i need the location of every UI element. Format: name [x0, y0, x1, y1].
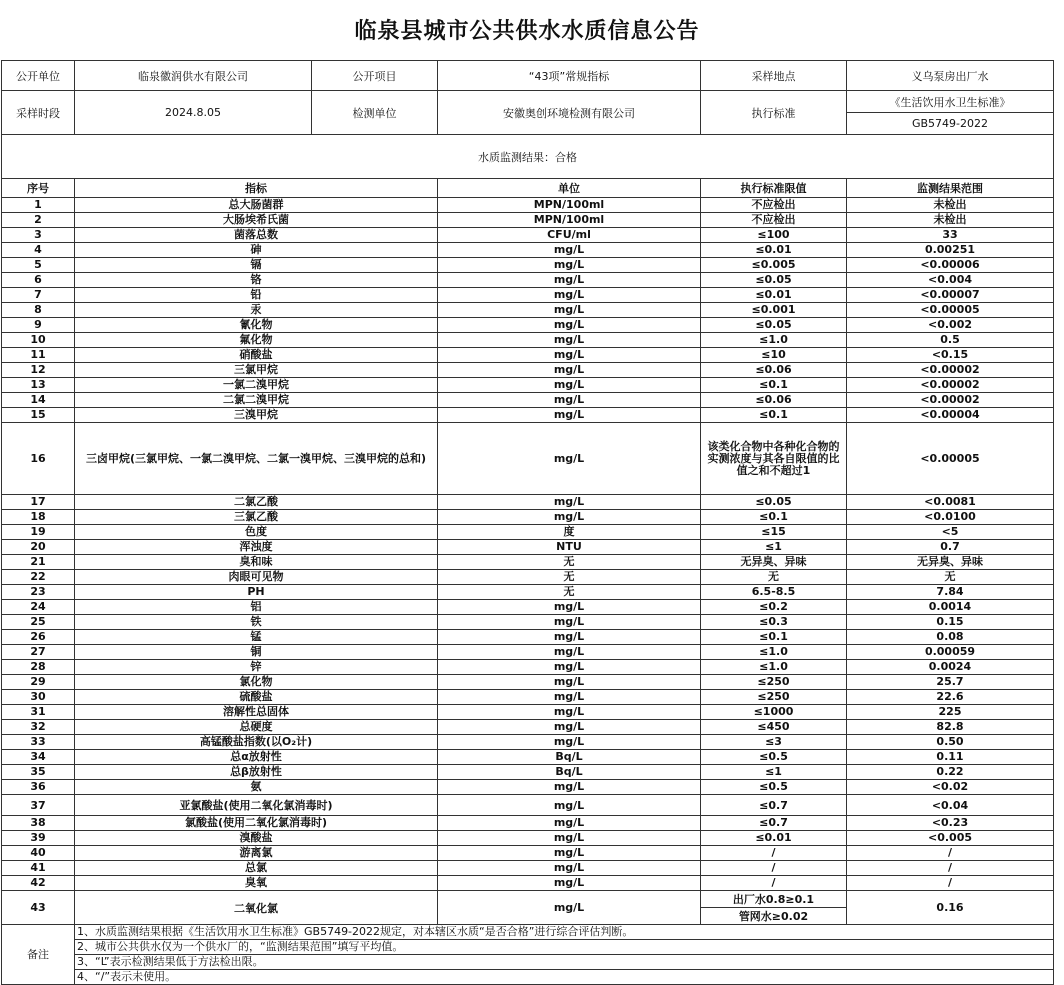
indicator-name: 臭和味: [75, 555, 438, 570]
row-number: 17: [2, 495, 75, 510]
indicator-name: 氨: [75, 780, 438, 795]
result-range: 0.00059: [847, 645, 1054, 660]
standard-limit: ≤0.06: [701, 393, 847, 408]
row-number: 12: [2, 363, 75, 378]
std-value-1: 《生活饮用水卫生标准》: [847, 91, 1054, 113]
indicator-unit: Bq/L: [438, 750, 701, 765]
row-number: 10: [2, 333, 75, 348]
result-range: /: [847, 861, 1054, 876]
standard-limit: ≤1: [701, 765, 847, 780]
site-label: 采样地点: [701, 61, 847, 91]
standard-limit: ≤0.005: [701, 258, 847, 273]
table-row: [2, 303, 1054, 318]
info-row-2: [2, 91, 1054, 113]
row-number: 18: [2, 510, 75, 525]
table-row: [2, 393, 1054, 408]
row-number: 4: [2, 243, 75, 258]
indicator-name: 锌: [75, 660, 438, 675]
table-row: [2, 555, 1054, 570]
result-range: 0.15: [847, 615, 1054, 630]
indicator-unit: mg/L: [438, 423, 701, 495]
table-row: [2, 630, 1054, 645]
standard-limit: ≤0.1: [701, 378, 847, 393]
info-row-1: [2, 61, 1054, 91]
result-range: <0.004: [847, 273, 1054, 288]
indicator-unit: mg/L: [438, 630, 701, 645]
standard-limit: 无异臭、异味: [701, 555, 847, 570]
indicator-name: 二氯二溴甲烷: [75, 393, 438, 408]
indicator-unit: mg/L: [438, 780, 701, 795]
table-row: [2, 690, 1054, 705]
standard-limit: ≤100: [701, 228, 847, 243]
indicator-name: 游离氯: [75, 846, 438, 861]
table-row: [2, 600, 1054, 615]
indicator-unit: mg/L: [438, 615, 701, 630]
row-number: 32: [2, 720, 75, 735]
result-range: <0.00007: [847, 288, 1054, 303]
std-value-2: GB5749-2022: [847, 113, 1054, 135]
row-number: 29: [2, 675, 75, 690]
result-range: 0.0024: [847, 660, 1054, 675]
indicator-name: 镉: [75, 258, 438, 273]
result-range: 22.6: [847, 690, 1054, 705]
indicator-name: 硝酸盐: [75, 348, 438, 363]
indicator-name: 总大肠菌群: [75, 198, 438, 213]
standard-limit: ≤0.05: [701, 273, 847, 288]
table-row: [2, 540, 1054, 555]
row-number: 40: [2, 846, 75, 861]
standard-limit: ≤0.2: [701, 600, 847, 615]
row-number: 34: [2, 750, 75, 765]
table-row: [2, 423, 1054, 495]
indicator-unit: mg/L: [438, 378, 701, 393]
standard-limit: ≤10: [701, 348, 847, 363]
indicator-unit: mg/L: [438, 288, 701, 303]
result-range: 0.00251: [847, 243, 1054, 258]
row-number: 26: [2, 630, 75, 645]
note-row: [2, 955, 1054, 970]
result-range: 0.5: [847, 333, 1054, 348]
row-number: 33: [2, 735, 75, 750]
result-range: <0.005: [847, 831, 1054, 846]
result-range: 0.11: [847, 750, 1054, 765]
result-range: <0.00002: [847, 363, 1054, 378]
indicator-name: 砷: [75, 243, 438, 258]
row-number: 9: [2, 318, 75, 333]
indicator-name: 浑浊度: [75, 540, 438, 555]
table-row: [2, 615, 1054, 630]
indicator-name: 三氯甲烷: [75, 363, 438, 378]
standard-limit: ≤15: [701, 525, 847, 540]
table-row: [2, 243, 1054, 258]
result-range: <0.0100: [847, 510, 1054, 525]
indicator-unit: 度: [438, 525, 701, 540]
row-number: 14: [2, 393, 75, 408]
result-range: 未检出: [847, 213, 1054, 228]
note-text: 3、“L”表示检测结果低于方法检出限。: [75, 955, 1054, 970]
row-number: 41: [2, 861, 75, 876]
row-number: 30: [2, 690, 75, 705]
indicator-name: 总β放射性: [75, 765, 438, 780]
unit-label: 公开单位: [2, 61, 75, 91]
lab-label: 检测单位: [312, 91, 438, 135]
indicator-name: 臭氧: [75, 876, 438, 891]
standard-limit: ≤0.001: [701, 303, 847, 318]
table-row: [2, 675, 1054, 690]
header-indicator: 指标: [75, 179, 438, 198]
table-row: [2, 333, 1054, 348]
indicator-unit: mg/L: [438, 348, 701, 363]
note-text: 1、水质监测结果根据《生活饮用水卫生标准》GB5749-2022规定，对本辖区水质“是否合格”进行综合评估判断。: [75, 925, 1054, 940]
standard-limit: /: [701, 846, 847, 861]
row-number: 23: [2, 585, 75, 600]
result-range: <0.15: [847, 348, 1054, 363]
table-row: [2, 861, 1054, 876]
indicator-name: 铬: [75, 273, 438, 288]
indicator-unit: mg/L: [438, 303, 701, 318]
result-range: <0.04: [847, 795, 1054, 816]
indicator-name: 铜: [75, 645, 438, 660]
row-number: 39: [2, 831, 75, 846]
note-text: 4、“/”表示未使用。: [75, 970, 1054, 985]
header-no: 序号: [2, 179, 75, 198]
row-number: 13: [2, 378, 75, 393]
row-number: 43: [2, 891, 75, 925]
indicator-name: 氯酸盐(使用二氧化氯消毒时): [75, 816, 438, 831]
note-row: [2, 970, 1054, 985]
indicator-unit: NTU: [438, 540, 701, 555]
indicator-unit: 无: [438, 585, 701, 600]
indicator-name: 肉眼可见物: [75, 570, 438, 585]
table-row: [2, 720, 1054, 735]
result-range: <0.0081: [847, 495, 1054, 510]
result-range: /: [847, 876, 1054, 891]
indicator-unit: mg/L: [438, 600, 701, 615]
indicator-name: 二氧化氯: [75, 891, 438, 925]
indicator-name: 铁: [75, 615, 438, 630]
row-number: 35: [2, 765, 75, 780]
result-range: <0.00005: [847, 303, 1054, 318]
indicator-name: 菌落总数: [75, 228, 438, 243]
standard-limit-factory: 出厂水0.8≥0.1: [701, 891, 847, 908]
item-label: 公开项目: [312, 61, 438, 91]
row-number: 8: [2, 303, 75, 318]
indicator-unit: mg/L: [438, 645, 701, 660]
row-number: 19: [2, 525, 75, 540]
row-number: 22: [2, 570, 75, 585]
indicator-unit: mg/L: [438, 495, 701, 510]
result-range: 33: [847, 228, 1054, 243]
standard-limit: ≤0.3: [701, 615, 847, 630]
standard-limit: ≤0.7: [701, 816, 847, 831]
row-number: 37: [2, 795, 75, 816]
header-row: [2, 179, 1054, 198]
standard-limit: ≤0.1: [701, 510, 847, 525]
item-value: “43项”常规指标: [438, 61, 701, 91]
indicator-name: 硫酸盐: [75, 690, 438, 705]
table-row: [2, 495, 1054, 510]
standard-limit: ≤0.01: [701, 288, 847, 303]
standard-limit: ≤0.01: [701, 243, 847, 258]
result-range: 25.7: [847, 675, 1054, 690]
standard-limit: ≤3: [701, 735, 847, 750]
indicator-unit: mg/L: [438, 660, 701, 675]
indicator-name: 汞: [75, 303, 438, 318]
indicator-name: 铅: [75, 288, 438, 303]
note-row: [2, 925, 1054, 940]
indicator-name: 三卤甲烷(三氯甲烷、一氯二溴甲烷、二氯一溴甲烷、三溴甲烷的总和): [75, 423, 438, 495]
row-number: 36: [2, 780, 75, 795]
page-title: 临泉县城市公共供水水质信息公告: [354, 19, 700, 44]
indicator-unit: mg/L: [438, 735, 701, 750]
standard-limit: ≤0.5: [701, 780, 847, 795]
standard-limit: ≤0.1: [701, 630, 847, 645]
table-row: [2, 765, 1054, 780]
standard-limit: ≤250: [701, 690, 847, 705]
table-row: [2, 795, 1054, 816]
standard-limit-network: 管网水≥0.02: [701, 908, 847, 925]
indicator-name: 锰: [75, 630, 438, 645]
result-range: 82.8: [847, 720, 1054, 735]
row-number: 5: [2, 258, 75, 273]
indicator-name: 总硬度: [75, 720, 438, 735]
row-number: 24: [2, 600, 75, 615]
indicator-unit: 无: [438, 570, 701, 585]
table-row: [2, 645, 1054, 660]
indicator-unit: mg/L: [438, 408, 701, 423]
note-text: 2、城市公共供水仅为一个供水厂的，“监测结果范围”填写平均值。: [75, 940, 1054, 955]
table-row: [2, 198, 1054, 213]
notes-label: 备注: [2, 925, 75, 985]
indicator-unit: CFU/ml: [438, 228, 701, 243]
table-row: [2, 750, 1054, 765]
result-range: <0.00002: [847, 393, 1054, 408]
indicator-name: 二氯乙酸: [75, 495, 438, 510]
table-row: [2, 705, 1054, 720]
row-number: 2: [2, 213, 75, 228]
indicator-name: 一氯二溴甲烷: [75, 378, 438, 393]
table-row: [2, 378, 1054, 393]
standard-limit: ≤0.5: [701, 750, 847, 765]
indicator-name: 高锰酸盐指数(以O₂计): [75, 735, 438, 750]
site-value: 义乌泵房出厂水: [847, 61, 1054, 91]
standard-limit: /: [701, 876, 847, 891]
result-text: 水质监测结果：合格: [2, 135, 1054, 179]
unit-value: 临泉徽润供水有限公司: [75, 61, 312, 91]
indicator-unit: mg/L: [438, 795, 701, 816]
standard-limit: ≤1.0: [701, 333, 847, 348]
indicator-name: 总氯: [75, 861, 438, 876]
standard-limit: /: [701, 861, 847, 876]
result-range: 0.08: [847, 630, 1054, 645]
standard-limit: ≤0.05: [701, 495, 847, 510]
indicator-unit: mg/L: [438, 258, 701, 273]
indicator-unit: mg/L: [438, 705, 701, 720]
result-range: 未检出: [847, 198, 1054, 213]
indicator-unit: mg/L: [438, 393, 701, 408]
indicator-unit: mg/L: [438, 675, 701, 690]
table-row: [2, 288, 1054, 303]
indicator-unit: mg/L: [438, 333, 701, 348]
row-number: 38: [2, 816, 75, 831]
water-quality-table: [1, 60, 1054, 985]
header-unit: 单位: [438, 179, 701, 198]
indicator-unit: mg/L: [438, 318, 701, 333]
table-row: [2, 318, 1054, 333]
result-range: <0.00004: [847, 408, 1054, 423]
table-row: [2, 228, 1054, 243]
standard-limit: 无: [701, 570, 847, 585]
indicator-unit: Bq/L: [438, 765, 701, 780]
indicator-name: 色度: [75, 525, 438, 540]
standard-limit: ≤0.7: [701, 795, 847, 816]
table-row: [2, 363, 1054, 378]
table-row: [2, 348, 1054, 363]
indicator-unit: mg/L: [438, 846, 701, 861]
std-label: 执行标准: [701, 91, 847, 135]
row-number: 15: [2, 408, 75, 423]
table-row: [2, 831, 1054, 846]
indicator-unit: mg/L: [438, 690, 701, 705]
result-range: <0.00002: [847, 378, 1054, 393]
indicator-unit: MPN/100ml: [438, 198, 701, 213]
indicator-unit: mg/L: [438, 861, 701, 876]
header-range: 监测结果范围: [847, 179, 1054, 198]
indicator-name: 溶解性总固体: [75, 705, 438, 720]
result-range: <0.02: [847, 780, 1054, 795]
standard-limit: 不应检出: [701, 213, 847, 228]
indicator-unit: mg/L: [438, 510, 701, 525]
result-range: 无异臭、异味: [847, 555, 1054, 570]
result-range: /: [847, 846, 1054, 861]
row-number: 11: [2, 348, 75, 363]
result-range: 0.0014: [847, 600, 1054, 615]
indicator-unit: mg/L: [438, 720, 701, 735]
table-row: [2, 660, 1054, 675]
indicator-name: 三溴甲烷: [75, 408, 438, 423]
indicator-unit: mg/L: [438, 243, 701, 258]
table-row: [2, 258, 1054, 273]
indicator-unit: 无: [438, 555, 701, 570]
row-number: 31: [2, 705, 75, 720]
standard-limit: ≤0.05: [701, 318, 847, 333]
header-limit: 执行标准限值: [701, 179, 847, 198]
table-row: [2, 570, 1054, 585]
row-number: 7: [2, 288, 75, 303]
row-number: 16: [2, 423, 75, 495]
standard-limit: 不应检出: [701, 198, 847, 213]
result-range: 0.16: [847, 891, 1054, 925]
table-row: [2, 510, 1054, 525]
result-row: [2, 135, 1054, 179]
result-range: <0.00005: [847, 423, 1054, 495]
indicator-name: 氰化物: [75, 318, 438, 333]
result-range: <0.002: [847, 318, 1054, 333]
indicator-name: 总α放射性: [75, 750, 438, 765]
indicator-unit: mg/L: [438, 891, 701, 925]
indicator-name: PH: [75, 585, 438, 600]
time-label: 采样时段: [2, 91, 75, 135]
result-range: <5: [847, 525, 1054, 540]
standard-limit: ≤1: [701, 540, 847, 555]
indicator-unit: mg/L: [438, 876, 701, 891]
table-row: [2, 816, 1054, 831]
result-range: 225: [847, 705, 1054, 720]
result-range: <0.00006: [847, 258, 1054, 273]
table-row: [2, 213, 1054, 228]
result-range: 0.50: [847, 735, 1054, 750]
table-row: [2, 273, 1054, 288]
table-row: [2, 735, 1054, 750]
row-number: 3: [2, 228, 75, 243]
row-number: 28: [2, 660, 75, 675]
standard-limit: ≤1.0: [701, 660, 847, 675]
table-row: [2, 525, 1054, 540]
indicator-name: 大肠埃希氏菌: [75, 213, 438, 228]
row-number: 1: [2, 198, 75, 213]
standard-limit: ≤0.01: [701, 831, 847, 846]
indicator-unit: mg/L: [438, 831, 701, 846]
standard-limit: ≤250: [701, 675, 847, 690]
table-row: [2, 408, 1054, 423]
standard-limit: ≤1.0: [701, 645, 847, 660]
standard-limit: 该类化合物中各种化合物的实测浓度与其各自限值的比值之和不超过1: [701, 423, 847, 495]
row-number: 20: [2, 540, 75, 555]
row-number: 6: [2, 273, 75, 288]
indicator-unit: mg/L: [438, 363, 701, 378]
indicator-name: 氯化物: [75, 675, 438, 690]
result-range: <0.23: [847, 816, 1054, 831]
table-row: [2, 780, 1054, 795]
result-range: 0.7: [847, 540, 1054, 555]
standard-limit: 6.5-8.5: [701, 585, 847, 600]
lab-value: 安徽奥创环境检测有限公司: [438, 91, 701, 135]
row-number: 21: [2, 555, 75, 570]
note-row: [2, 940, 1054, 955]
result-range: 0.22: [847, 765, 1054, 780]
standard-limit: ≤0.06: [701, 363, 847, 378]
table-row: [2, 876, 1054, 891]
result-range: 7.84: [847, 585, 1054, 600]
time-value: 2024.8.05: [75, 91, 312, 135]
indicator-name: 铝: [75, 600, 438, 615]
table-row: [2, 585, 1054, 600]
standard-limit: ≤0.1: [701, 408, 847, 423]
standard-limit: ≤450: [701, 720, 847, 735]
table-row: [2, 846, 1054, 861]
row-number: 25: [2, 615, 75, 630]
indicator-unit: mg/L: [438, 273, 701, 288]
indicator-name: 亚氯酸盐(使用二氧化氯消毒时): [75, 795, 438, 816]
indicator-name: 氟化物: [75, 333, 438, 348]
result-range: 无: [847, 570, 1054, 585]
indicator-unit: MPN/100ml: [438, 213, 701, 228]
table-row: [2, 891, 1054, 908]
indicator-unit: mg/L: [438, 816, 701, 831]
standard-limit: ≤1000: [701, 705, 847, 720]
indicator-name: 三氯乙酸: [75, 510, 438, 525]
row-number: 27: [2, 645, 75, 660]
indicator-name: 溴酸盐: [75, 831, 438, 846]
row-number: 42: [2, 876, 75, 891]
